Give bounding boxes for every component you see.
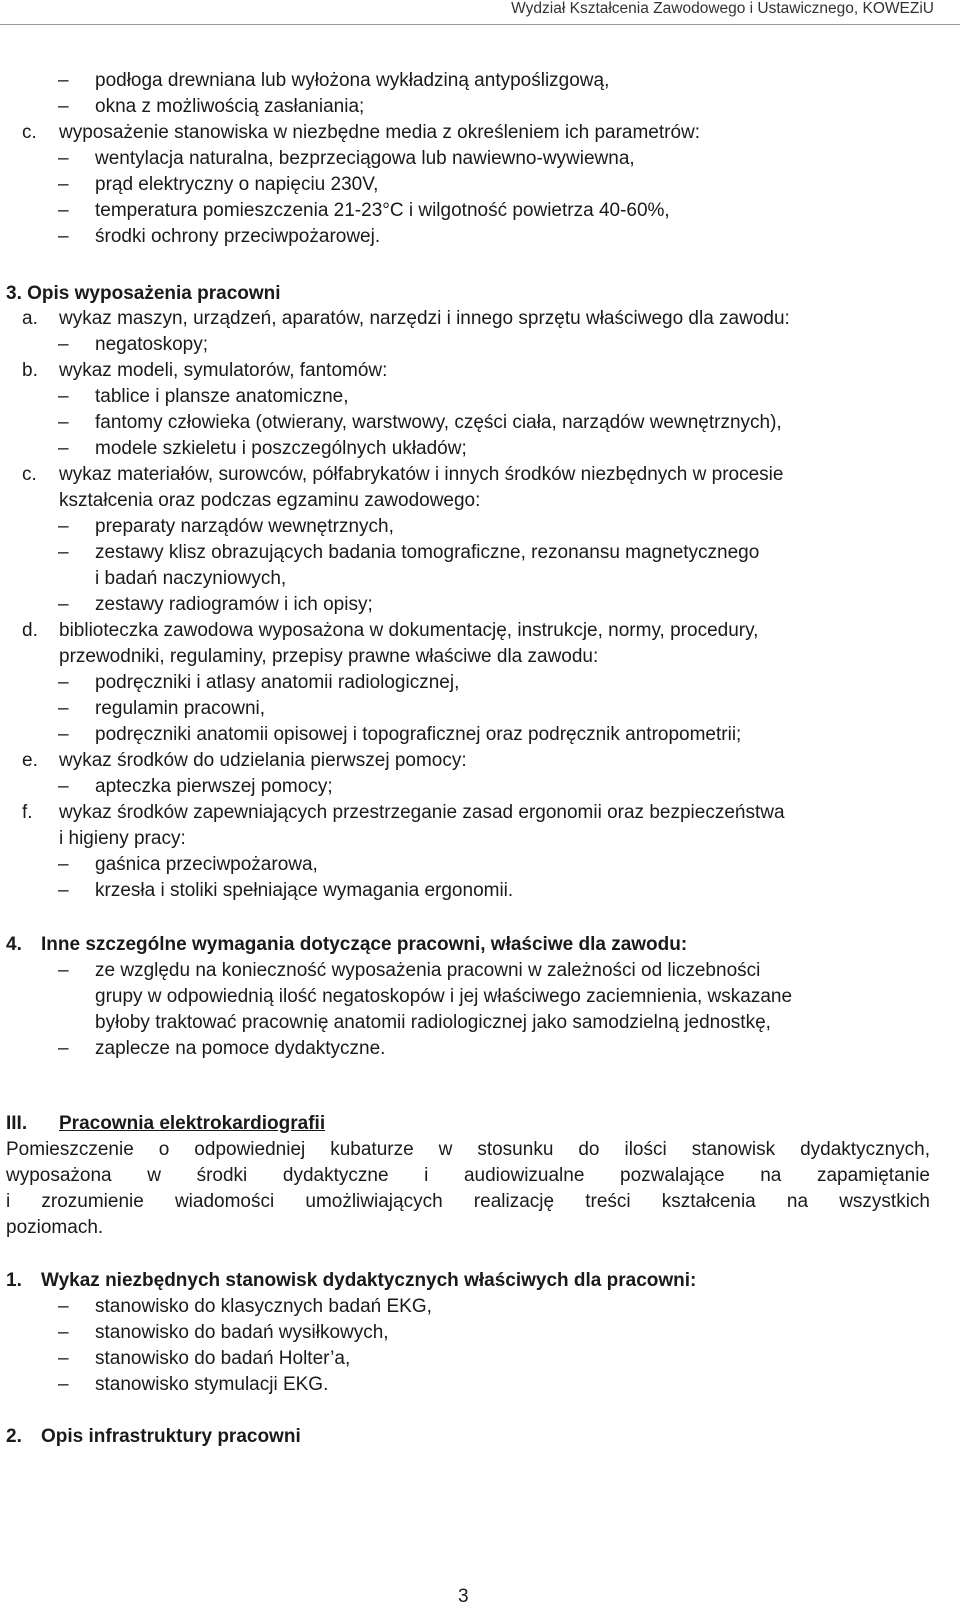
dash-marker: – (58, 880, 69, 901)
chapter-title: Pracownia elektrokardiografii (59, 1113, 326, 1134)
list-marker: e. (22, 750, 38, 771)
dash-marker: – (58, 412, 69, 433)
list-marker: a. (22, 308, 38, 329)
dash-marker: – (58, 96, 69, 117)
list-item: apteczka pierwszej pomocy; (95, 776, 333, 797)
list-item: fantomy człowieka (otwierany, warstwowy, części ciała, narządów wewnętrznych), (95, 412, 782, 433)
list-marker: c. (22, 122, 37, 143)
section-heading: Opis infrastruktury pracowni (41, 1426, 301, 1447)
paragraph-line: Pomieszczenie o odpowiedniej kubaturze w stosunku do ilości stanowisk dydaktycznych, (6, 1139, 930, 1160)
list-item: wentylacja naturalna, bezprzeciągowa lub nawiewno-wywiewna, (95, 148, 635, 169)
list-item-text: i higieny pracy: (59, 828, 186, 849)
list-item: temperatura pomieszczenia 21-23°C i wilgotność powietrza 40-60%, (95, 200, 670, 221)
section-heading: 3. Opis wyposażenia pracowni (6, 283, 281, 304)
list-item: stanowisko do klasycznych badań EKG, (95, 1296, 432, 1317)
chapter-number: III. (6, 1113, 28, 1134)
list-item: zestawy klisz obrazujących badania tomograficzne, rezonansu magnetycznego (95, 542, 760, 563)
list-item-continuation: i badań naczyniowych, (95, 568, 287, 589)
dash-marker: – (58, 698, 69, 719)
list-item-continuation: byłoby traktować pracownię anatomii radiologicznej jako samodzielną jednostkę, (95, 1012, 771, 1033)
list-item-text: wykaz maszyn, urządzeń, aparatów, narzędzi i innego sprzętu właściwego dla zawodu: (59, 308, 790, 329)
dash-marker: – (58, 1296, 69, 1317)
dash-marker: – (58, 1322, 69, 1343)
header-rule (0, 24, 960, 25)
list-item: regulamin pracowni, (95, 698, 266, 719)
list-item: stanowisko do badań wysiłkowych, (95, 1322, 389, 1343)
dash-marker: – (58, 200, 69, 221)
dash-marker: – (58, 70, 69, 91)
dash-marker: – (58, 438, 69, 459)
dash-marker: – (58, 334, 69, 355)
list-marker: f. (22, 802, 33, 823)
list-item: negatoskopy; (95, 334, 209, 355)
paragraph-line: wyposażona w środki dydaktyczne i audiowizualne pozwalające na zapamiętanie (6, 1165, 930, 1186)
list-item-text: wykaz materiałów, surowców, półfabrykatów i innych środków niezbędnych w procesie (59, 464, 784, 485)
dash-marker: – (58, 516, 69, 537)
list-item-text: przewodniki, regulaminy, przepisy prawne właściwe dla zawodu: (59, 646, 599, 667)
list-item: podręczniki i atlasy anatomii radiologicznej, (95, 672, 460, 693)
page-number: 3 (458, 1586, 469, 1607)
section-heading: Inne szczególne wymagania dotyczące pracowni, właściwe dla zawodu: (41, 934, 688, 955)
dash-marker: – (58, 386, 69, 407)
section-number: 1. (6, 1270, 22, 1291)
list-item-text: wyposażenie stanowiska w niezbędne media z określeniem ich parametrów: (59, 122, 701, 143)
dash-marker: – (58, 776, 69, 797)
dash-marker: – (58, 1348, 69, 1369)
list-marker: b. (22, 360, 38, 381)
list-item: modele szkieletu i poszczególnych układów; (95, 438, 467, 459)
list-item: gaśnica przeciwpożarowa, (95, 854, 318, 875)
list-marker: c. (22, 464, 37, 485)
list-item: stanowisko stymulacji EKG. (95, 1374, 329, 1395)
dash-marker: – (58, 148, 69, 169)
dash-marker: – (58, 1374, 69, 1395)
dash-marker: – (58, 542, 69, 563)
list-item-text: kształcenia oraz podczas egzaminu zawodowego: (59, 490, 481, 511)
section-number: 2. (6, 1426, 22, 1447)
list-item: prąd elektryczny o napięciu 230V, (95, 174, 379, 195)
paragraph-line: i zrozumienie wiadomości umożliwiających realizację treści kształcenia na wszystkich (6, 1191, 930, 1212)
list-marker: d. (22, 620, 38, 641)
dash-marker: – (58, 1038, 69, 1059)
dash-marker: – (58, 226, 69, 247)
dash-marker: – (58, 594, 69, 615)
list-item-text: wykaz środków do udzielania pierwszej pomocy: (59, 750, 467, 771)
list-item: zestawy radiogramów i ich opisy; (95, 594, 373, 615)
dash-marker: – (58, 724, 69, 745)
list-item: zaplecze na pomoce dydaktyczne. (95, 1038, 386, 1059)
dash-marker: – (58, 854, 69, 875)
list-item: ze względu na konieczność wyposażenia pracowni w zależności od liczebności (95, 960, 761, 981)
list-item-text: biblioteczka zawodowa wyposażona w dokumentację, instrukcje, normy, procedury, (59, 620, 759, 641)
list-item: okna z możliwością zasłaniania; (95, 96, 365, 117)
list-item: podłoga drewniana lub wyłożona wykładziną antypoślizgową, (95, 70, 610, 91)
list-item: środki ochrony przeciwpożarowej. (95, 226, 381, 247)
list-item: stanowisko do badań Holter’a, (95, 1348, 351, 1369)
dash-marker: – (58, 672, 69, 693)
section-number: 4. (6, 934, 22, 955)
section-heading: Wykaz niezbędnych stanowisk dydaktycznych właściwych dla pracowni: (41, 1270, 697, 1291)
list-item: tablice i plansze anatomiczne, (95, 386, 349, 407)
list-item: podręczniki anatomii opisowej i topograficznej oraz podręcznik antropometrii; (95, 724, 742, 745)
list-item-text: wykaz modeli, symulatorów, fantomów: (59, 360, 388, 381)
list-item-continuation: grupy w odpowiednią ilość negatoskopów i jej właściwego zaciemnienia, wskazane (95, 986, 793, 1007)
list-item-text: wykaz środków zapewniających przestrzeganie zasad ergonomii oraz bezpieczeństwa (59, 802, 785, 823)
paragraph-line: poziomach. (6, 1217, 104, 1238)
dash-marker: – (58, 174, 69, 195)
dash-marker: – (58, 960, 69, 981)
running-header: Wydział Kształcenia Zawodowego i Ustawicznego, KOWEZiU (511, 0, 934, 17)
list-item: krzesła i stoliki spełniające wymagania ergonomii. (95, 880, 514, 901)
list-item: preparaty narządów wewnętrznych, (95, 516, 394, 537)
